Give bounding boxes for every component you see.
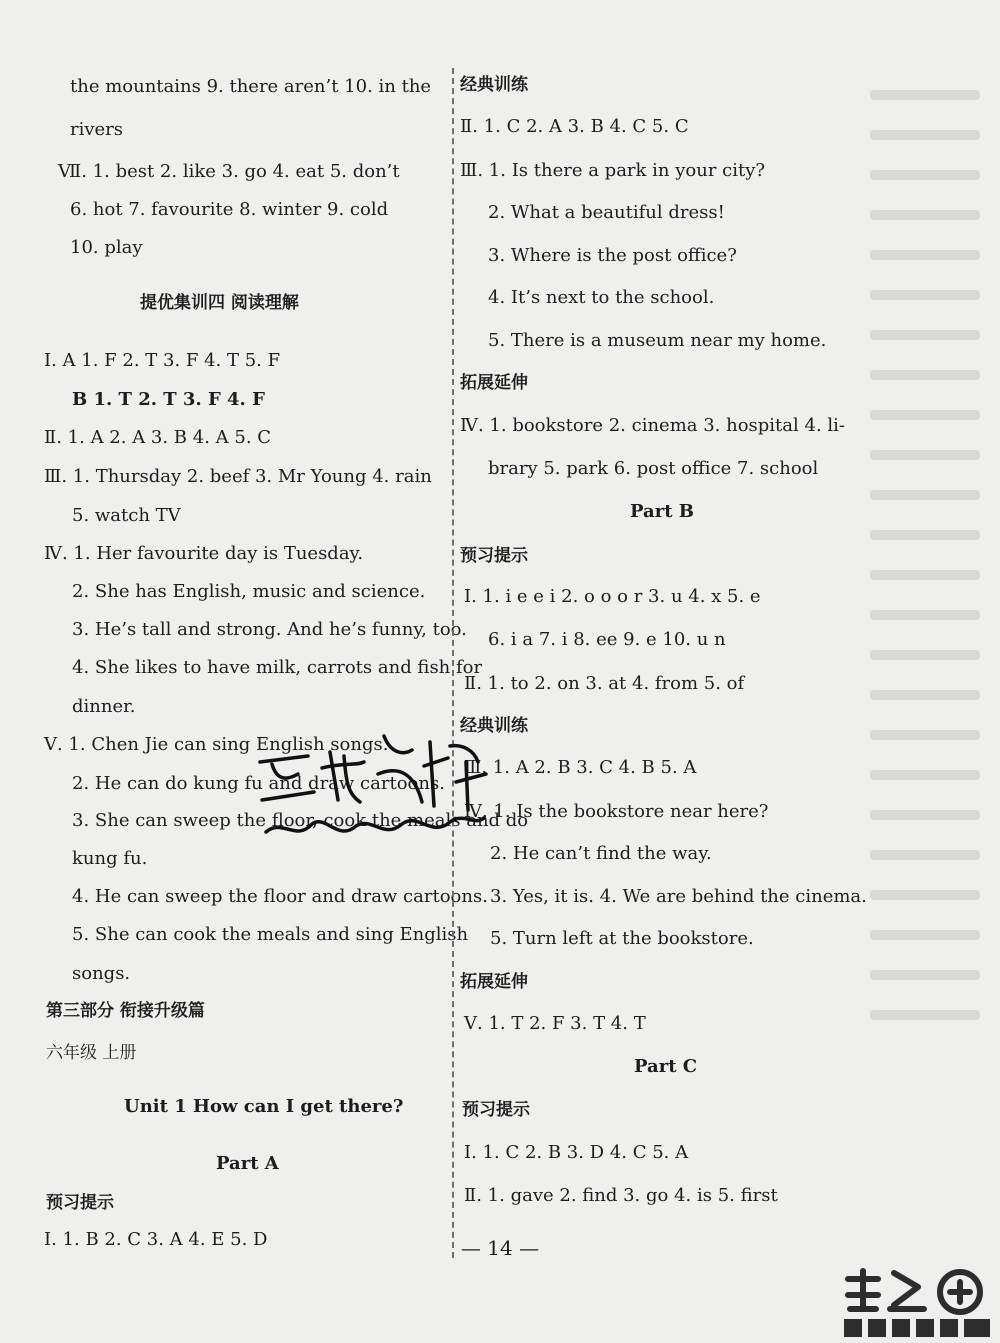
grade-heading: 六年级 上册 xyxy=(46,1043,137,1063)
answer-line: 5. There is a museum near my home. xyxy=(488,330,827,351)
answer-line: 4. It’s next to the school. xyxy=(488,287,715,308)
answer-line: 3. She can sweep the floor, cook the meals and do xyxy=(72,810,529,831)
answer-line: 10. play xyxy=(70,237,143,258)
mxqe-logo-icon xyxy=(838,1265,996,1341)
answer-line: Ⅱ. 1. gave 2. find 3. go 4. is 5. first xyxy=(464,1185,778,1206)
handwritten-watermark-icon xyxy=(252,722,492,852)
answer-line: dinner. xyxy=(72,696,136,717)
answer-line: 2. She has English, music and science. xyxy=(72,581,426,602)
answer-line: Ⅰ. 1. B 2. C 3. A 4. E 5. D xyxy=(44,1229,268,1250)
answer-line: 5. watch TV xyxy=(72,505,181,526)
answer-line: the mountains 9. there aren’t 10. in the xyxy=(70,76,432,97)
answer-line: Ⅴ. 1. Chen Jie can sing English songs. xyxy=(44,734,389,755)
unit-title: Unit 1 How can I get there? xyxy=(124,1096,404,1117)
answer-line: 4. He can sweep the floor and draw cartoons. xyxy=(72,886,488,907)
answer-line: kung fu. xyxy=(72,848,148,869)
part-title: Part B xyxy=(630,501,694,522)
section-heading: 预习提示 xyxy=(462,1100,530,1120)
answer-line: rivers xyxy=(70,119,124,140)
answer-line: 2. He can’t find the way. xyxy=(490,843,712,864)
answer-line: 6. i a 7. i 8. ee 9. e 10. u n xyxy=(488,629,726,650)
answer-line: 5. Turn left at the bookstore. xyxy=(490,928,754,949)
answer-line: brary 5. park 6. post office 7. school xyxy=(488,458,819,479)
section-heading: 预习提示 xyxy=(46,1193,114,1213)
part-title: Part C xyxy=(634,1056,698,1077)
answer-line: 3. Where is the post office? xyxy=(488,245,737,266)
section-heading: 拓展延伸 xyxy=(460,972,528,992)
section-heading: 预习提示 xyxy=(460,546,528,566)
answer-line: Ⅶ. 1. best 2. like 3. go 4. eat 5. don’t xyxy=(58,161,400,182)
answer-line: Ⅲ. 1. A 2. B 3. C 4. B 5. A xyxy=(464,757,697,778)
answer-line: Ⅳ. 1. Her favourite day is Tuesday. xyxy=(44,543,364,564)
column-divider xyxy=(452,68,454,1258)
answer-line: Ⅰ. 1. C 2. B 3. D 4. C 5. A xyxy=(464,1142,689,1163)
answer-line: 4. She likes to have milk, carrots and fish for xyxy=(72,657,483,678)
answer-line: 3. Yes, it is. 4. We are behind the cinema. xyxy=(490,886,867,907)
answer-line: 2. What a beautiful dress! xyxy=(488,202,725,223)
answer-line: Ⅱ. 1. A 2. A 3. B 4. A 5. C xyxy=(44,427,272,448)
answer-line: Ⅳ. 1. bookstore 2. cinema 3. hospital 4. li- xyxy=(460,415,845,436)
answer-line: songs. xyxy=(72,963,131,984)
answer-line: Ⅲ. 1. Thursday 2. beef 3. Mr Young 4. rain xyxy=(44,466,432,487)
part-title: Part A xyxy=(216,1153,279,1174)
section-heading: 提优集训四 阅读理解 xyxy=(140,293,299,313)
section-heading: 经典训练 xyxy=(460,716,528,736)
answer-line: Ⅰ. A 1. F 2. T 3. F 4. T 5. F xyxy=(44,350,281,371)
answer-line: 6. hot 7. favourite 8. winter 9. cold xyxy=(70,199,389,220)
answer-line: Ⅱ. 1. C 2. A 3. B 4. C 5. C xyxy=(460,116,689,137)
page-number: — 14 — xyxy=(460,1236,540,1260)
answer-line: B 1. T 2. T 3. F 4. F xyxy=(72,389,265,410)
answer-line: Ⅴ. 1. T 2. F 3. T 4. T xyxy=(464,1013,646,1034)
answer-line: 3. He’s tall and strong. And he’s funny, too. xyxy=(72,619,467,640)
answer-line: 2. He can do kung fu and draw cartoons. xyxy=(72,773,445,794)
bleed-through-shadow xyxy=(860,60,1000,1240)
answer-line: Ⅱ. 1. to 2. on 3. at 4. from 5. of xyxy=(464,673,745,694)
answer-line: Ⅲ. 1. Is there a park in your city? xyxy=(460,160,766,181)
section-heading: 拓展延伸 xyxy=(460,373,528,393)
section-heading: 经典训练 xyxy=(460,75,528,95)
answer-line: 5. She can cook the meals and sing English xyxy=(72,924,469,945)
answer-line: Ⅳ. 1. Is the bookstore near here? xyxy=(464,801,769,822)
answer-line: Ⅰ. 1. i e e i 2. o o o r 3. u 4. x 5. e xyxy=(464,586,761,607)
part-heading: 第三部分 衔接升级篇 xyxy=(46,1001,205,1021)
